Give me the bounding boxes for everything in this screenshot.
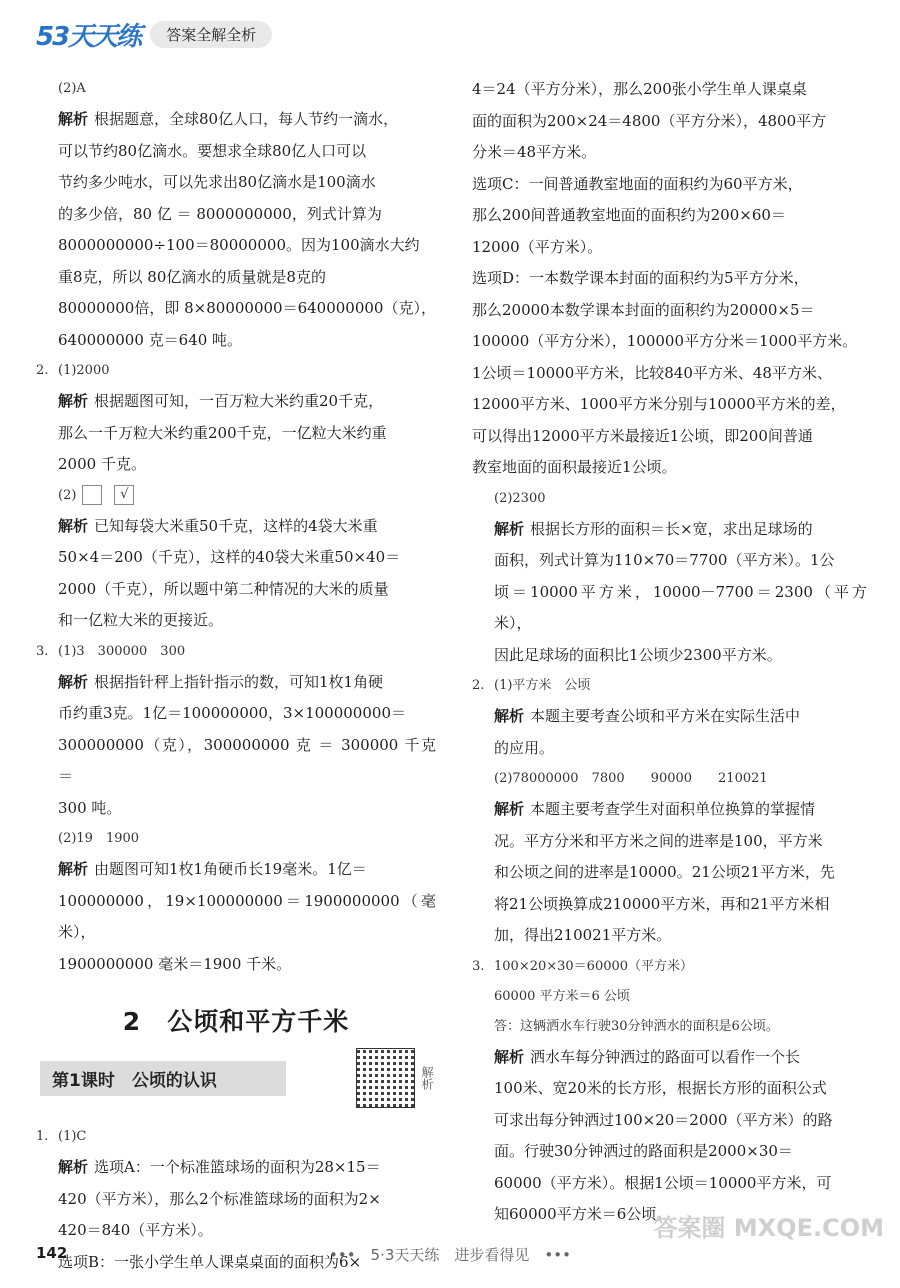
answer-line: (2)2300	[494, 490, 546, 506]
text-line: 本题主要考查公顷和平方米在实际生活中	[530, 707, 801, 725]
answer-line: (2)19 1900	[58, 831, 140, 846]
text-line: 50×4＝200（千克），这样的40袋大米重50×40＝	[58, 548, 401, 566]
explanation-label: 解析	[494, 1047, 525, 1066]
explanation	[472, 1042, 867, 1074]
text-line: 顷＝10000平方米，10000－7700＝2300（平方米），	[494, 582, 867, 632]
answer-line	[36, 356, 436, 386]
text-line: 选项D：一本数学课本封面的面积约为5平方分米，	[472, 269, 809, 287]
section-title: 2 公顷和平方千米	[122, 1007, 350, 1036]
text-line: 况。平方分米和平方米之间的进率是100，平方米	[494, 831, 823, 850]
right-column	[472, 74, 867, 1231]
footer-slogan: ••• 5·3天天练 进步看得见 •••	[329, 1246, 571, 1264]
answer-line	[472, 671, 867, 701]
text-line: 选项C：一间普通教室地面的面积约为60平方米，	[472, 174, 803, 193]
lesson-title: 第1课时 公顷的认识	[40, 1061, 286, 1096]
answer-text: (1)平方米 公顷	[494, 678, 591, 693]
explanation	[36, 1152, 436, 1184]
explanation	[36, 511, 436, 543]
text-line: 选项A：一个标准篮球场的面积为28×15＝	[94, 1158, 381, 1176]
explanation-label: 解析	[58, 672, 89, 691]
text-line: 可求出每分钟洒过100×20＝2000（平方米）的路	[494, 1110, 833, 1129]
answer-text: (1)C	[58, 1129, 87, 1144]
explanation	[36, 104, 436, 136]
answer-line: (2)78000000 7800 90000 210021	[494, 771, 768, 786]
text-line: 节约多少吨水，可以先求出80亿滴水是100滴水	[58, 173, 376, 191]
text-line: 选项B：一张小学生单人课桌桌面的面积为6×	[58, 1252, 362, 1271]
text-line: 100米、宽20米的长方形，根据长方形的面积公式	[494, 1079, 827, 1097]
text-line: 知60000平方米＝6公顷。	[494, 1205, 672, 1223]
text-line: 2000（千克），所以题中第二种情况的大米的质量	[58, 579, 389, 598]
brand-logo: 53天天练	[36, 21, 141, 52]
explanation-label: 解析	[494, 800, 525, 818]
text-line: 币约重3克。1亿＝100000000，3×100000000＝	[58, 704, 406, 722]
explanation-label: 解析	[58, 1158, 89, 1176]
explanation	[472, 701, 867, 733]
text-line: 60000（平方米）。根据1公顷＝10000平方米，可	[494, 1173, 832, 1192]
text-line: 本题主要考查学生对面积单位换算的掌握情	[530, 800, 816, 818]
text-line: 和一亿粒大米的更接近。	[58, 611, 224, 629]
question-number: 2.	[472, 678, 485, 693]
site-watermark: 答案圈 MXQE.COM	[653, 1214, 884, 1242]
text-line: 那么20000本数学课本封面的面积约为20000×5＝	[472, 300, 815, 319]
text-line: 300000000（克），300000000 克 ＝ 300000 千克 ＝	[58, 735, 436, 785]
text-line: 的多少倍，80 亿 ＝ 8000000000，列式计算为	[58, 204, 382, 223]
text-line: 和公顷之间的进率是10000。21公顷21平方米，先	[494, 863, 835, 881]
text-line: 根据题图可知，一百万粒大米约重20千克，	[94, 392, 384, 410]
empty-checkbox	[82, 485, 102, 505]
text-line: 因此足球场的面积比1公顷少2300平方米。	[494, 645, 782, 664]
text-line: 12000平方米、1000平方米分别与10000平方米的差，	[472, 395, 846, 413]
text-line: 面。行驶30分钟洒过的路面积是2000×30＝	[494, 1142, 793, 1160]
text-line: 420（平方米），那么2个标准篮球场的面积为2×	[58, 1189, 381, 1208]
text-line: 那么200间普通教室地面的面积约为200×60＝	[472, 206, 786, 224]
text-line: 重8克，所以 80亿滴水的质量就是8克的	[58, 267, 326, 286]
text-line: 2000 千克。	[58, 455, 146, 473]
text-line: 根据长方形的面积＝长×宽，求出足球场的	[530, 519, 813, 538]
text-line: 加，得出210021平方米。	[494, 926, 672, 944]
text-line: 12000（平方米）。	[472, 237, 603, 256]
text-line: 1900000000 毫米＝1900 千米。	[58, 954, 292, 973]
left-column	[36, 74, 436, 1278]
explanation	[472, 514, 867, 546]
answer-line: 60000 平方米＝6 公顷	[494, 988, 630, 1004]
text-line: 面积，列式计算为110×70＝7700（平方米）。1公	[494, 551, 835, 569]
text-line: 教室地面的面积最接近1公顷。	[472, 458, 677, 476]
answer-line	[36, 637, 436, 667]
qr-hint-label: 解析	[420, 1066, 434, 1090]
explanation-label: 解析	[494, 707, 525, 725]
text-line: 300 吨。	[58, 798, 122, 817]
text-line: 洒水车每分钟洒过的路面可以看作一个长	[530, 1047, 801, 1066]
question-number: 2.	[36, 363, 49, 378]
text-line: 可以节约80亿滴水。要想求全球80亿人口可以	[58, 141, 367, 160]
page-header	[36, 14, 272, 54]
question-number: 1.	[36, 1129, 49, 1144]
text-line: 那么一千万粒大米约重200千克，一亿粒大米约重	[58, 423, 387, 442]
explanation-label: 解析	[58, 110, 89, 128]
text-line: 将21公顷换算成210000平方米，再和21平方米相	[494, 894, 830, 913]
answer-text: (1)3 300000 300	[58, 643, 186, 659]
explanation	[36, 667, 436, 699]
text-line: 4＝24（平方分米），那么200张小学生单人课桌桌	[472, 80, 807, 98]
explanation-label: 解析	[58, 516, 89, 535]
explanation	[36, 386, 436, 418]
explanation-label: 解析	[58, 860, 89, 878]
text-line: 根据指针秤上指针指示的数，可知1枚1角硬	[94, 672, 384, 691]
text-line: 已知每袋大米重50千克，这样的4袋大米重	[94, 516, 378, 535]
qr-code-icon[interactable]	[356, 1048, 415, 1108]
checked-checkbox: √	[114, 485, 134, 505]
text-line: 640000000 克＝640 吨。	[58, 330, 243, 349]
text-line: 420＝840（平方米）。	[58, 1221, 213, 1239]
text-line: 可以得出12000平方米最接近1公顷，即200间普通	[472, 426, 813, 445]
answer-text: (1)2000	[58, 363, 110, 378]
explanation-label: 解析	[58, 392, 89, 410]
question-number: 3.	[472, 958, 485, 974]
question-number: 3.	[36, 643, 49, 659]
answer-line	[36, 481, 436, 511]
text-line: 100000000，19×100000000＝1900000000（毫米），	[58, 891, 436, 941]
lesson-header	[40, 1048, 436, 1108]
answer-text: (2)	[58, 487, 77, 503]
text-line: 面的面积为200×24＝4800（平方分米），4800平方	[472, 111, 827, 130]
text-line: 8000000000÷100＝80000000。因为100滴水大约	[58, 236, 420, 254]
text-line: 根据题意，全球80亿人口，每人节约一滴水，	[94, 110, 399, 128]
text-line: 100000（平方分米），100000平方分米＝1000平方米。	[472, 332, 858, 350]
answer-line	[36, 1122, 436, 1152]
text-line: 分米＝48平方米。	[472, 143, 597, 161]
answer-text: 100×20×30＝60000（平方米）	[494, 958, 694, 974]
explanation	[36, 854, 436, 886]
answer-line	[472, 952, 867, 982]
answer-line: (2)A	[58, 81, 86, 96]
page-number: 142	[36, 1244, 68, 1262]
text-line: 的应用。	[494, 738, 555, 757]
text-line: 1公顷＝10000平方米，比较840平方米、48平方米、	[472, 363, 832, 382]
text-line: 由题图可知1枚1角硬币长19毫米。1亿＝	[94, 860, 367, 878]
text-line: 80000000倍，即 8×80000000＝640000000（克），	[58, 299, 436, 317]
header-title: 答案全解全析	[150, 21, 272, 48]
answer-line: 答：这辆洒水车行驶30分钟洒水的面积是6公顷。	[494, 1018, 779, 1034]
explanation	[472, 794, 867, 826]
explanation-label: 解析	[494, 519, 525, 538]
